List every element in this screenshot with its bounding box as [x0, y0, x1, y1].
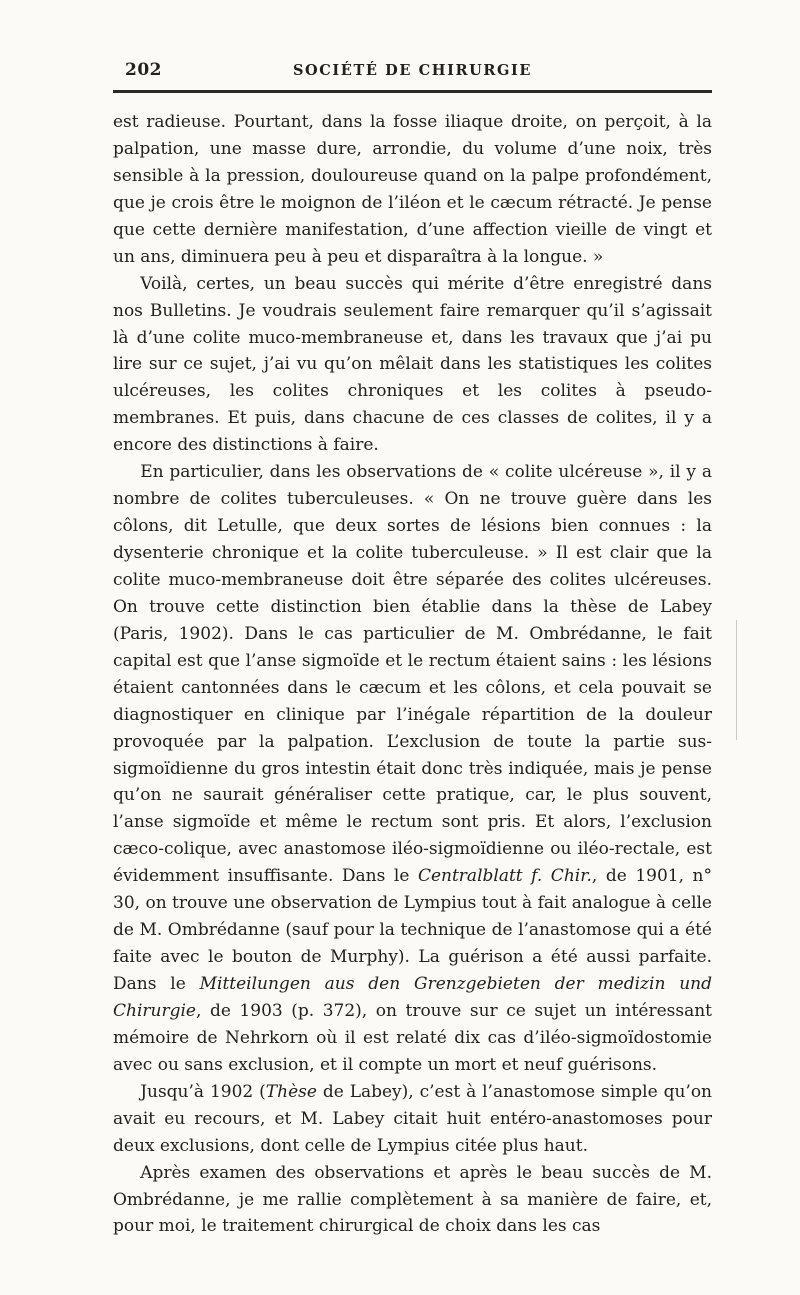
text-segment: , de 1901, n° 30, on trouve une observation de Lympius tout à fait analogue à celle de M. Ombrédanne (sauf pour la technique de l’anastomose qui a été faite avec le bouton de Murphy). La guérison a été aussi parfaite. Dans le [113, 866, 712, 994]
text-segment: Après examen des observations et après le beau succès de M. Ombrédanne, je me rallie complètement à sa manière de faire, et, pour moi, le traitement chirurgical de choix dans les cas [113, 1162, 712, 1237]
text-segment: est radieuse. Pourtant, dans la fosse iliaque droite, on perçoit, à la palpation, une masse dure, arrondie, du volume d’une noix, très sensible à la pression, douloureuse quand on la palpe profondément, que je crois être le moignon de l’iléon et le cæcum rétracté. Je pense que cette dernière manifestation, d’une affection vieille de vingt et un ans, diminuera peu à peu et disparaîtra à la longue. » [113, 112, 712, 267]
scan-artifact-line [736, 620, 737, 740]
paragraph [113, 1079, 712, 1160]
text-segment: Voilà, certes, un beau succès qui mérite d’être enregistré dans nos Bulletins. Je voudrais seulement faire remarquer qu’il s’agissait là d’une colite muco-membraneuse et, dans les travaux que j’ai pu lire sur ce sujet, j’ai vu qu’on mêlait dans les statistiques les colites ulcéreuses, les colites chroniques et les colites à pseudo-membranes. Et puis, dans chacune de ces classes de colites, il y a encore des distinctions à faire. [113, 273, 712, 456]
paragraph [113, 1160, 712, 1241]
italic-text-segment: Mitteilungen aus den Grenzgebieten der medizin und Chirurgie [113, 974, 712, 1021]
header-rule [113, 90, 712, 93]
text-segment: , de 1903 (p. 372), on trouve sur ce sujet un intéressant mémoire de Nehrkorn où il est relaté dix cas d’iléo-sigmoïdostomie avec ou sans exclusion, et il compte un mort et neuf guérisons. [113, 1000, 712, 1075]
paragraph [113, 109, 712, 271]
italic-text-segment: Centralblatt f. Chir. [417, 866, 592, 887]
italic-text-segment: Thèse [265, 1081, 317, 1102]
text-segment: Jusqu’à 1902 ( [140, 1081, 266, 1102]
text-segment: En particulier, dans les observations de « colite ulcéreuse », il y a nombre de colites tuberculeuses. « On ne trouve guère dans les côlons, dit Letulle, que deux sortes de lésions bien connues : la dysenterie chronique et la colite tuberculeuse. » Il est clair que la colite muco-membraneuse doit être séparée des colites ulcéreuses. On trouve cette distinction bien établie dans la thèse de Labey (Paris, 1902). Dans le cas particulier de M. Ombrédanne, le fait capital est que l’anse sigmoïde et le rectum étaient sains : les lésions étaient cantonnées dans le cæcum et les côlons, et cela pouvait se diagnostiquer en clinique par l’inégale répartition de la douleur provoquée par la palpation. L’exclusion de toute la partie sus-sigmoïdienne du gros intestin était donc très indiquée, mais je pense qu’on ne saurait généraliser cette pratique, car, le plus souvent, l’anse sigmoïde et même le rectum sont pris. Et alors, l’exclusion cæco-colique, avec anastomose iléo-sigmoïdienne ou iléo-rectale, est évidemment insuffisante. Dans le [113, 462, 712, 887]
text-segment: de Labey), c’est à l’anastomose simple qu’on avait eu recours, et M. Labey citait huit entéro-anastomoses pour deux exclusions, dont celle de Lympius citée plus haut. [113, 1081, 713, 1156]
paragraph [113, 459, 712, 1079]
page-number: 202 [125, 60, 162, 80]
paragraph [113, 271, 712, 460]
page-header [113, 58, 712, 84]
page-text [113, 109, 712, 1240]
journal-title: SOCIÉTÉ DE CHIRURGIE [292, 62, 533, 79]
